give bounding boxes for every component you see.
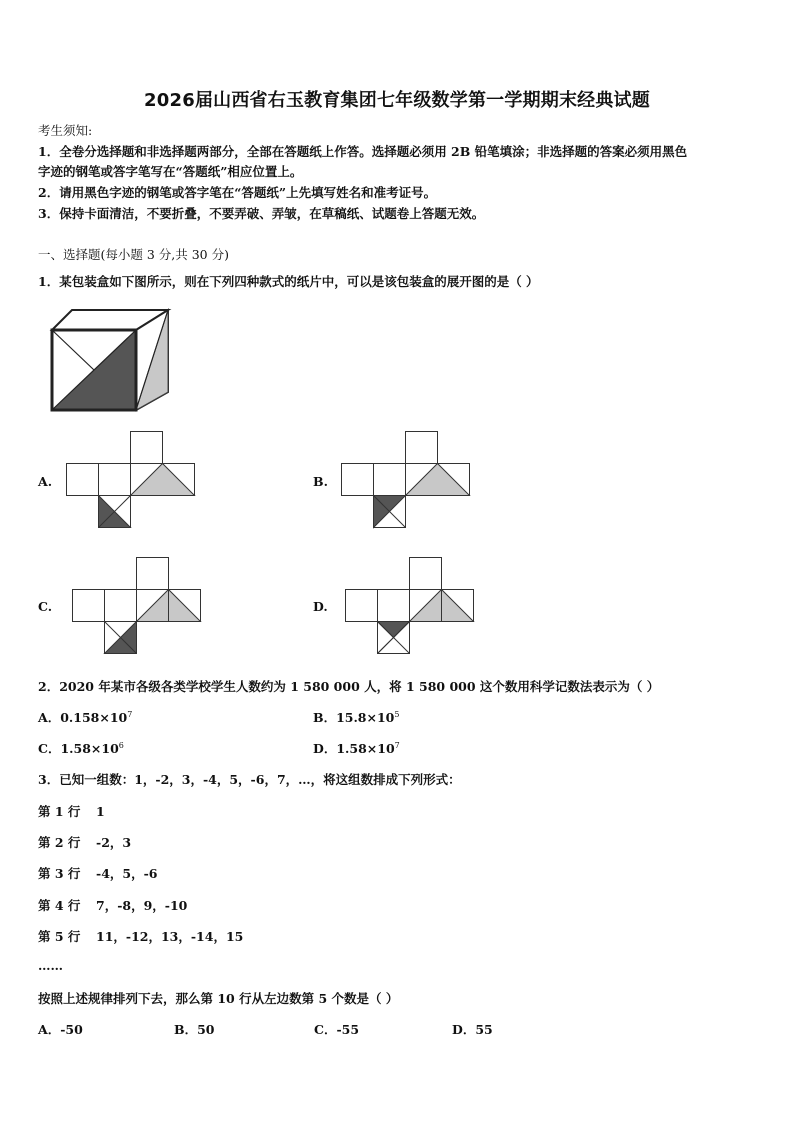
net-option-d[interactable] [344,557,476,657]
question-2-text: 2．2020 年某市各级各类学校学生人数约为 1 580 000 人，将 1 580 000 这个数用科学记数法表示为（ ） [38,679,660,694]
q2-choice-b-text: B．15.8×10 [313,710,395,725]
page-title: 2026届山西省右玉教育集团七年级数学第一学期期末经典试题 [144,90,650,111]
q2-choice-c-exp: 6 [118,741,124,750]
q2-choice-a-exp: 7 [127,710,133,719]
notice-item-1: 1．全卷分选择题和非选择题两部分，全部在答题纸上作答。选择题必须用 2B 铅笔填涂；非选择题的答案必须用黑色 [38,144,688,159]
net-option-c[interactable] [71,557,203,657]
q3-choice-b[interactable]: B．50 [174,1022,215,1037]
question-3-text: 3．已知一组数：1，-2，3，-4，5，-6，7，…，将这组数排成下列形式： [38,772,461,787]
q3-ellipsis: …… [38,958,63,973]
q3-choice-a[interactable]: A．-50 [38,1022,83,1037]
q3-row-5-values: 11，-12，13，-14，15 [96,929,244,944]
q2-choice-d[interactable] [313,739,400,757]
question-1-text: 1．某包装盒如下图所示，则在下列四种款式的纸片中，可以是该包装盒的展开图的是（ ） [38,274,539,289]
notice-heading: 考生须知: [38,123,93,138]
q3-row-4-label: 第 4 行 [38,898,81,913]
notice-item-2: 2．请用黑色字迹的钢笔或答字笔在“答题纸”上先填写姓名和准考证号。 [38,185,437,200]
q3-choice-d[interactable]: D．55 [452,1022,493,1037]
net-option-a[interactable] [65,431,197,531]
q2-choice-a-text: A．0.158×10 [38,710,128,725]
q3-row-3-values: -4，5，-6 [96,866,158,881]
q3-row-3-label: 第 3 行 [38,866,81,881]
q3-row-1-label: 第 1 行 [38,804,81,819]
q3-question: 按照上述规律排列下去，那么第 10 行从左边数第 5 个数是（ ） [38,991,399,1006]
q2-choice-d-text: D．1.58×10 [313,741,395,756]
option-b-label: B. [313,474,328,489]
q3-row-2 [38,833,131,851]
q2-choice-d-exp: 7 [394,741,400,750]
section-heading: 一、选择题(每小题 3 分,共 30 分) [38,247,229,262]
q3-row-5 [38,927,243,945]
q2-choice-a[interactable] [38,708,132,726]
notice-item-1-cont: 字迹的钢笔或答字笔写在“答题纸”相应位置上。 [38,164,303,179]
notice-item-3: 3．保持卡面清洁，不要折叠，不要弄破、弄皱，在草稿纸、试题卷上答题无效。 [38,206,485,221]
option-c-label: C. [38,599,53,614]
q2-choice-b[interactable] [313,708,399,726]
q2-choice-b-exp: 5 [394,710,400,719]
option-a-label: A. [38,474,53,489]
net-option-b[interactable] [340,431,472,531]
cube-figure [48,308,172,414]
q3-row-5-label: 第 5 行 [38,929,81,944]
q3-row-4-values: 7，-8，9，-10 [96,898,188,913]
q3-row-3 [38,864,157,882]
option-d-label: D. [313,599,328,614]
q3-row-4 [38,896,187,914]
q3-row-1-values: 1 [96,804,105,819]
q3-choice-c[interactable]: C．-55 [314,1022,360,1037]
q3-row-2-label: 第 2 行 [38,835,81,850]
q3-row-1 [38,802,105,820]
q2-choice-c[interactable] [38,739,124,757]
q2-choice-c-text: C．1.58×10 [38,741,119,756]
q3-row-2-values: -2，3 [96,835,132,850]
